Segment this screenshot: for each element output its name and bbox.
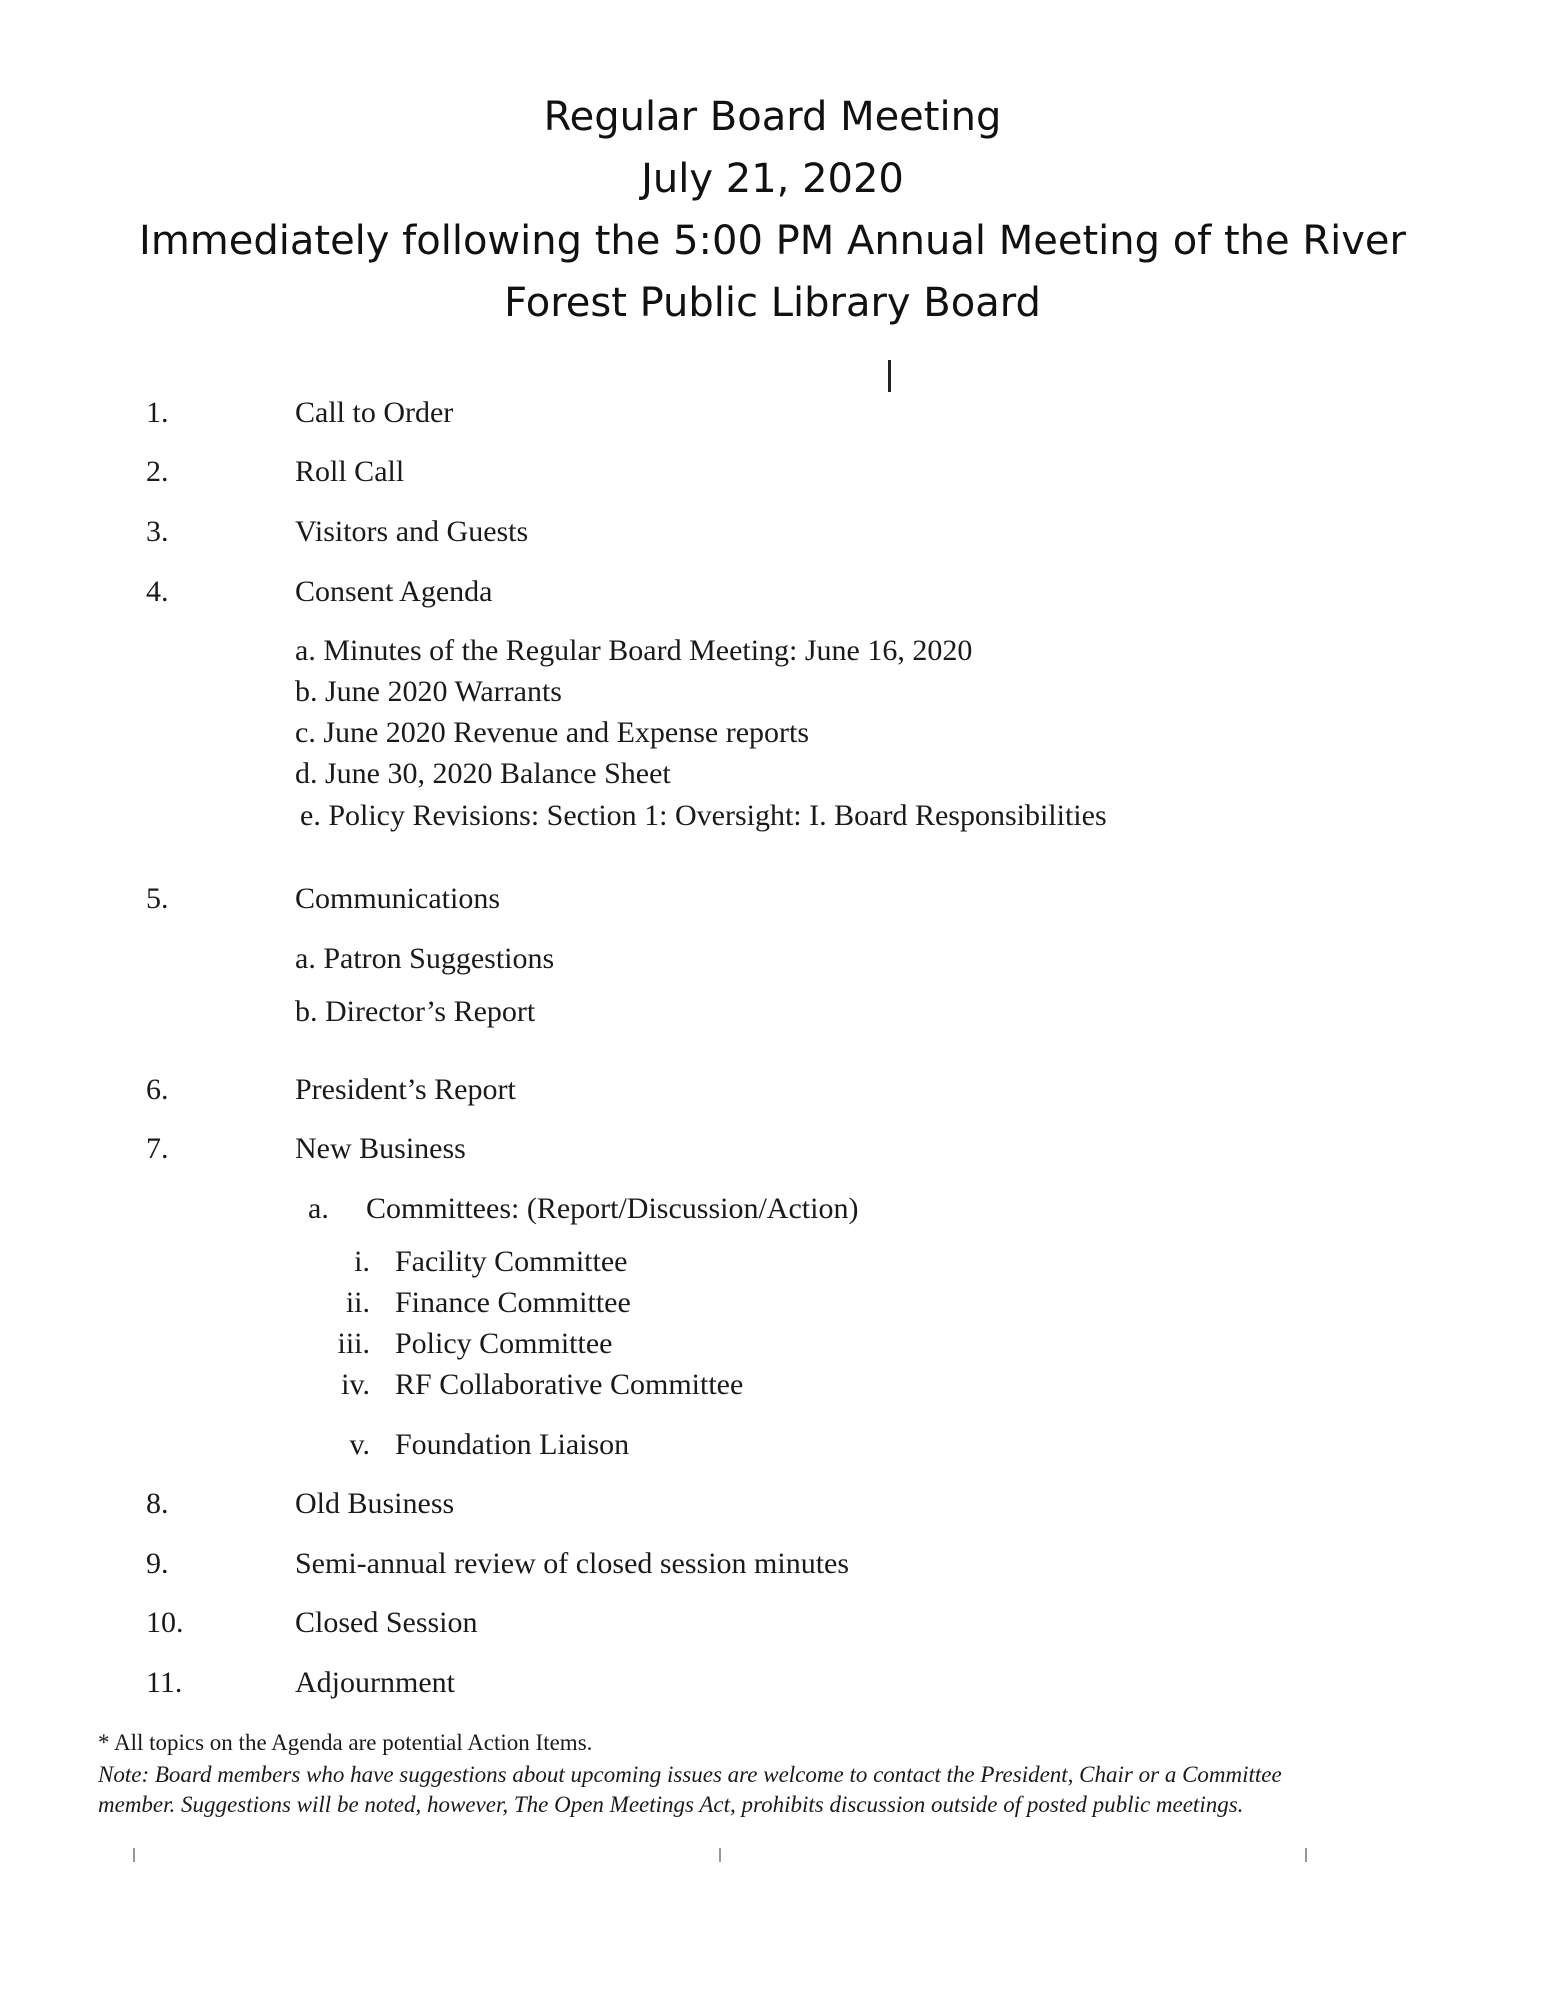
page-tick-mark bbox=[1305, 1848, 1307, 1862]
item-communications: Communications bbox=[295, 882, 500, 915]
page-tick-mark bbox=[719, 1848, 721, 1862]
page-tick-mark bbox=[133, 1848, 135, 1862]
item-adjournment: Adjournment bbox=[295, 1666, 455, 1699]
item-number: 8. bbox=[146, 1487, 169, 1520]
new-business-sub-letter: a. bbox=[308, 1192, 329, 1225]
item-call-to-order: Call to Order bbox=[295, 396, 454, 429]
item-number: 2. bbox=[146, 455, 169, 488]
item-number: 11. bbox=[146, 1666, 183, 1699]
item-closed-session-review: Semi-annual review of closed session minutes bbox=[295, 1547, 850, 1580]
committee-facility: Facility Committee bbox=[395, 1245, 628, 1278]
action-items-note: * All topics on the Agenda are potential Action Items. bbox=[98, 1730, 593, 1755]
item-old-business: Old Business bbox=[295, 1487, 455, 1520]
text-cursor bbox=[888, 360, 891, 392]
item-visitors-and-guests: Visitors and Guests bbox=[295, 515, 529, 548]
item-number: 4. bbox=[146, 575, 169, 608]
roman-numeral: iii. bbox=[337, 1327, 370, 1360]
item-presidents-report: President’s Report bbox=[295, 1073, 516, 1106]
roman-numeral: iv. bbox=[341, 1368, 370, 1401]
item-number: 9. bbox=[146, 1547, 169, 1580]
consent-sub-e: e. Policy Revisions: Section 1: Oversight: I. Board Responsibilities bbox=[300, 799, 1107, 832]
item-consent-agenda: Consent Agenda bbox=[295, 575, 493, 608]
communications-sub-b: b. Director’s Report bbox=[295, 995, 536, 1028]
item-number: 3. bbox=[146, 515, 169, 548]
consent-sub-c: c. June 2020 Revenue and Expense reports bbox=[295, 716, 810, 749]
item-number: 7. bbox=[146, 1132, 169, 1165]
foundation-liaison: Foundation Liaison bbox=[395, 1428, 630, 1461]
new-business-committees: Committees: (Report/Discussion/Action) bbox=[366, 1192, 859, 1225]
board-note-line1: Note: Board members who have suggestions about upcoming issues are welcome to contact the President, Chair or a Committee bbox=[98, 1762, 1282, 1787]
consent-sub-a: a. Minutes of the Regular Board Meeting: June 16, 2020 bbox=[295, 634, 973, 667]
item-roll-call: Roll Call bbox=[295, 455, 405, 488]
communications-sub-a: a. Patron Suggestions bbox=[295, 942, 555, 975]
roman-numeral: v. bbox=[349, 1428, 370, 1461]
committee-finance: Finance Committee bbox=[395, 1286, 631, 1319]
meeting-date: July 21, 2020 bbox=[641, 156, 904, 202]
board-note-line2: member. Suggestions will be noted, however, The Open Meetings Act, prohibits discussion outside of posted public meetings. bbox=[98, 1792, 1244, 1817]
roman-numeral: i. bbox=[354, 1245, 370, 1278]
roman-numeral: ii. bbox=[345, 1286, 370, 1319]
committee-policy: Policy Committee bbox=[395, 1327, 613, 1360]
item-closed-session: Closed Session bbox=[295, 1606, 478, 1639]
item-number: 1. bbox=[146, 396, 169, 429]
consent-sub-b: b. June 2020 Warrants bbox=[295, 675, 562, 708]
committee-rf-collaborative: RF Collaborative Committee bbox=[395, 1368, 744, 1401]
meeting-subtitle-line2: Forest Public Library Board bbox=[504, 280, 1041, 326]
meeting-subtitle-line1: Immediately following the 5:00 PM Annual Meeting of the River bbox=[139, 218, 1406, 264]
item-new-business: New Business bbox=[295, 1132, 466, 1165]
consent-sub-d: d. June 30, 2020 Balance Sheet bbox=[295, 757, 671, 790]
item-number: 6. bbox=[146, 1073, 169, 1106]
item-number: 5. bbox=[146, 882, 169, 915]
item-number: 10. bbox=[146, 1606, 184, 1639]
meeting-title: Regular Board Meeting bbox=[543, 94, 1002, 140]
